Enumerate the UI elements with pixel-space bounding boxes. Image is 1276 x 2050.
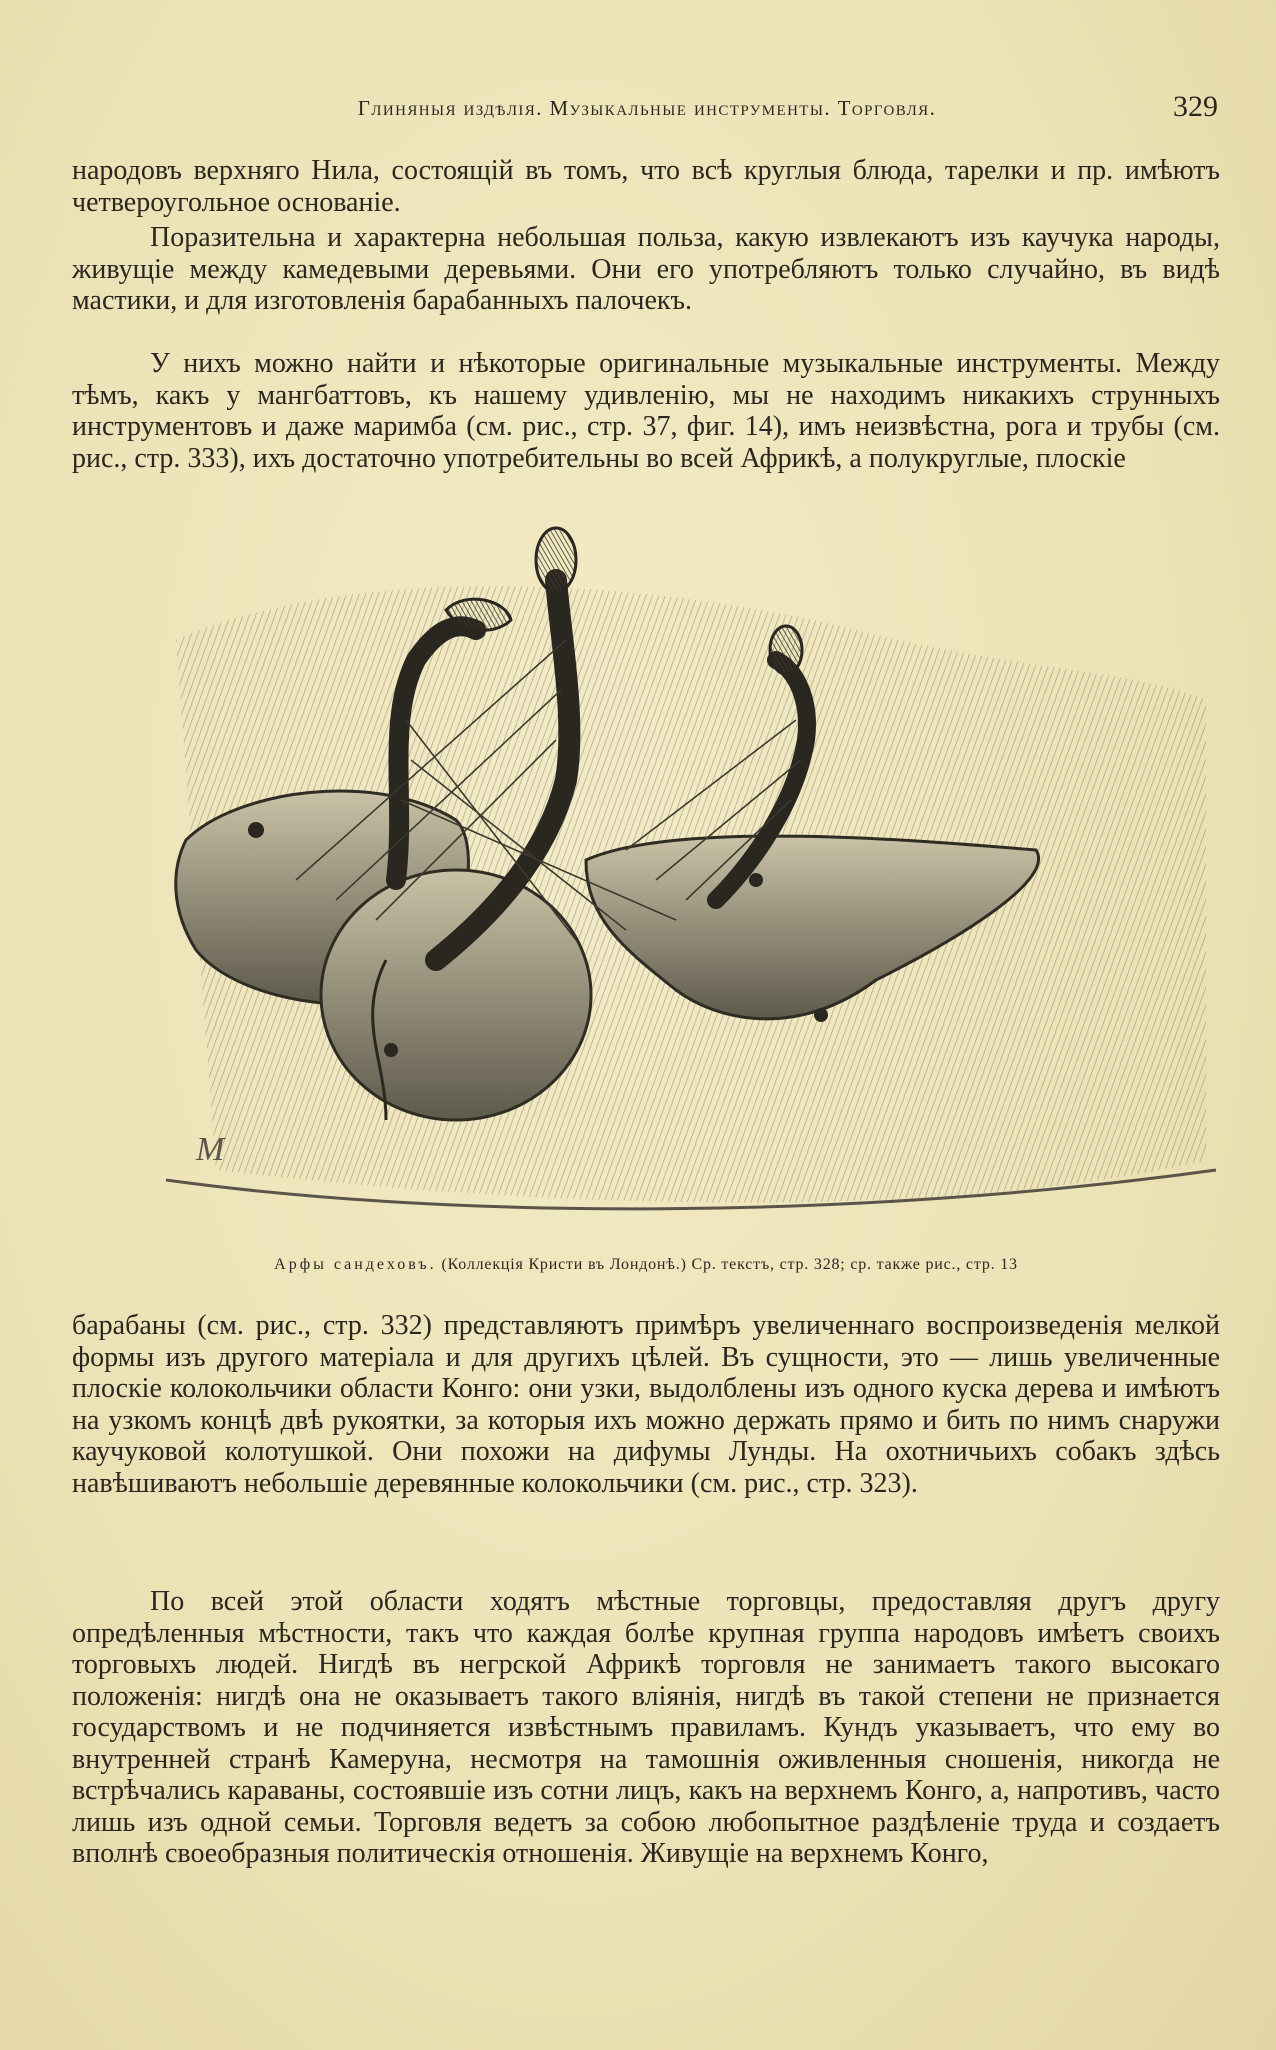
page-number: 329 [1173,90,1218,123]
harps-engraving [156,520,1226,1240]
paragraph-1: народовъ верхняго Нила, состоящій въ томъ, что всѣ круглыя блюда, тарелки и пр. имѣютъ четвероугольное основаніе. [72,155,1220,218]
caption-title: Арфы сандеховъ. [274,1256,437,1273]
paragraph-4: барабаны (см. рис., стр. 332) представляютъ примѣръ увеличеннаго воспроизведенія мелкой формы изъ другого матеріала и для другихъ цѣлей. Въ сущности, это — лишь увеличенные плоскіе колокольчики области Конго: они узки, выдолблены изъ одного куска дерева и имѣютъ на узкомъ концѣ двѣ рукоятки, за которыя ихъ можно держать прямо и бить по нимъ снаружи каучуковой колотушкой. Они похожи на дифумы Лунды. На охотничьихъ собакъ здѣсь навѣшиваютъ небольшіе деревянные колокольчики (см. рис., стр. 323). [72,1310,1220,1499]
paragraph-3: У нихъ можно найти и нѣкоторые оригинальные музыкальные инструменты. Между тѣмъ, какъ у мангбаттовъ, къ нашему удивленію, мы не находимъ никакихъ струнныхъ инструментовъ и даже маримба (см. рис., стр. 37, фиг. 14), имъ неизвѣстна, рога и трубы (см. рис., стр. 333), ихъ достаточно употребительны во всей Африкѣ, а полукруглые, плоскіе [72,348,1220,474]
caption-text: (Коллекція Кристи въ Лондонѣ.) Ср. текстъ, стр. 328; ср. также рис., стр. 13 [441,1256,1018,1273]
harps-illustration [156,520,1226,1240]
paragraph-5: По всей этой области ходятъ мѣстные торговцы, предоставляя другъ другу опредѣленныя мѣстности, такъ что каждая болѣе крупная группа народовъ имѣетъ своихъ торговыхъ людей. Нигдѣ въ негрской Африкѣ торговля не занимаетъ такого высокаго положенія: нигдѣ она не оказываетъ такого вліянія, нигдѣ въ такой степени не признается государствомъ и не подчиняется извѣстнымъ правиламъ. Кундъ указываетъ, что ему во внутренней странѣ Камеруна, несмотря на тамошнія оживленныя сношенія, никогда не встрѣчались караваны, состоявшіе изъ сотни лицъ, какъ на верхнемъ Конго, а, напротивъ, часто лишь изъ одной семьи. Торговля ведетъ за собою любопытное раздѣленіе труда и создаетъ вполнѣ своеобразныя политическія отношенія. Живущіе на верхнемъ Конго, [72,1586,1220,1869]
paragraph-2: Поразительна и характерна небольшая польза, какую извлекаютъ изъ каучука народы, живущіе между камедевыми деревьями. Они его употребляютъ только случайно, въ видѣ мастики, и для изготовленія барабанныхъ палочекъ. [72,222,1220,316]
svg-text:M: M [196,1131,225,1168]
figure-caption [72,1256,1220,1274]
running-title: Глиняныя издѣлія. Музыкальные инструменты. Торговля. [357,95,937,120]
page-header [72,88,1222,128]
